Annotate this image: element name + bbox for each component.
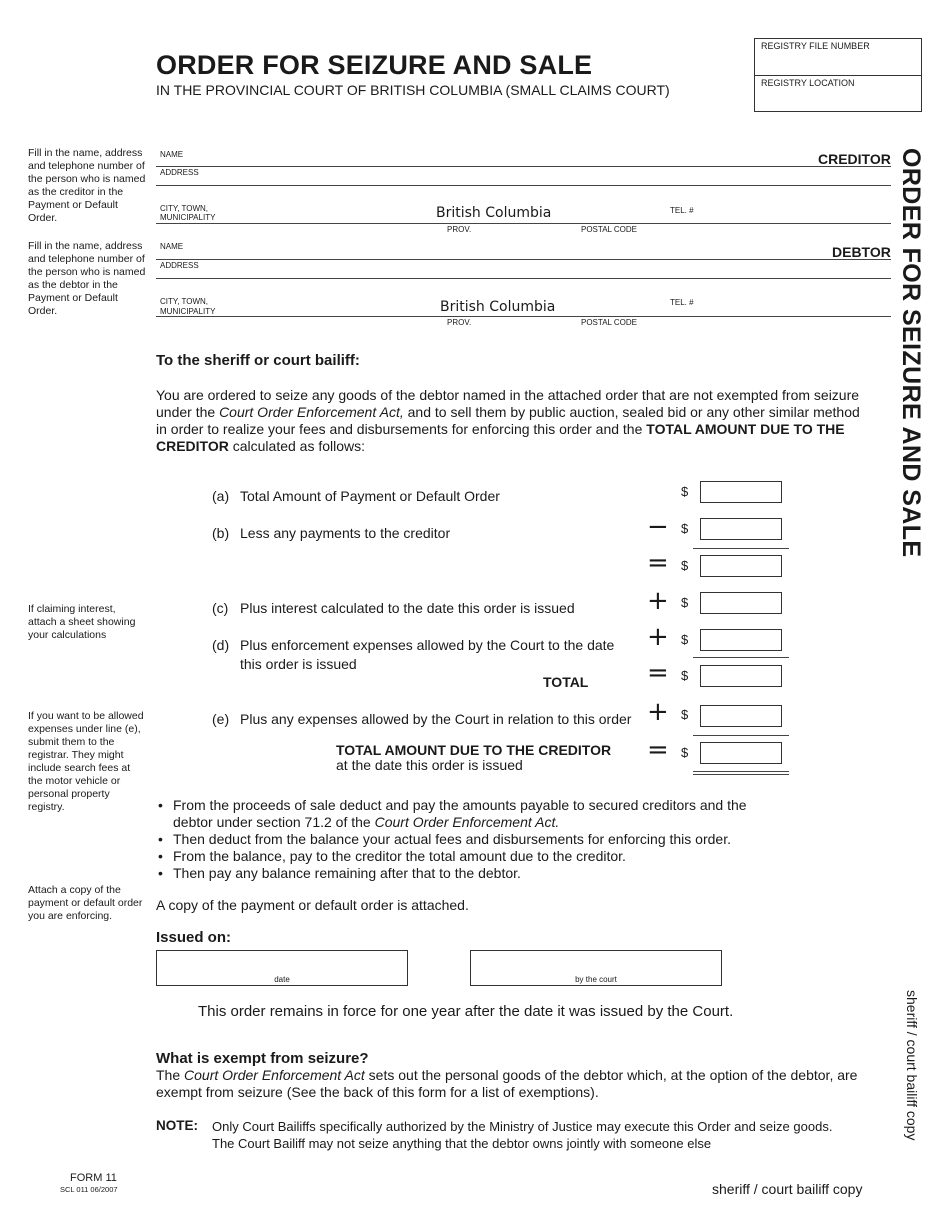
- debtor-city-label-1: CITY, TOWN,: [160, 297, 209, 306]
- calc-c-text: Plus interest calculated to the date this order is issued: [240, 600, 575, 616]
- calc-e-text: Plus any expenses allowed by the Court in relation to this order: [240, 711, 632, 727]
- debtor-tel-label: TEL. #: [670, 298, 694, 307]
- distribution-item: [156, 797, 856, 831]
- calc-b-minus-op: −: [647, 512, 669, 542]
- distribution-item-1b: debtor under section 71.2 of the: [173, 814, 375, 830]
- distribution-item-4: Then pay any balance remaining after that to the debtor.: [173, 865, 521, 881]
- issued-by-court-caption: by the court: [575, 975, 617, 984]
- calc-d-underline: [693, 657, 789, 658]
- distribution-item-2: Then deduct from the balance your actual fees and disbursements for enforcing this order.: [173, 831, 731, 847]
- creditor-province-value: British Columbia: [436, 205, 552, 221]
- calc-c-plus-op: +: [647, 586, 669, 616]
- debtor-name-label: NAME: [160, 242, 184, 251]
- vertical-copy-label: sheriff / court bailiff copy: [904, 990, 920, 1141]
- calc-final-equals-op: =: [647, 735, 669, 765]
- note-label: NOTE:: [156, 1118, 198, 1133]
- calc-d-text-1: Plus enforcement expenses allowed by the Court to the date: [240, 637, 615, 653]
- validity-statement: This order remains in force for one year after the date it was issued by the Court.: [198, 1003, 734, 1020]
- side-note-debtor: Fill in the name, address and telephone number of the person who is named as the debtor in the Payment or Default Order.: [28, 240, 146, 317]
- creditor-address-label: ADDRESS: [160, 168, 199, 177]
- creditor-prov-label: PROV.: [447, 225, 472, 234]
- calc-d-text-2: this order is issued: [240, 656, 357, 672]
- instructions-text-1: You are ordered to seize any goods of the debtor named in the attached order that are not exempted from seizure under the: [156, 387, 860, 420]
- creditor-name-line[interactable]: [156, 166, 891, 167]
- debtor-address-line[interactable]: [156, 278, 891, 279]
- calc-final-double-underline-2: [693, 774, 789, 775]
- distribution-list: [156, 797, 856, 882]
- calc-e-plus-op: +: [647, 697, 669, 727]
- calc-a-text: Total Amount of Payment or Default Order: [240, 488, 500, 504]
- registry-location-label: REGISTRY LOCATION: [761, 78, 855, 88]
- note-line-2: The Court Bailiff may not seize anything that the debtor owns jointly with someone else: [212, 1136, 712, 1151]
- creditor-city-label-2: MUNICIPALITY: [160, 213, 216, 222]
- calc-e-currency: $: [681, 707, 689, 722]
- creditor-name-label: NAME: [160, 150, 184, 159]
- exempt-act-name: Court Order Enforcement Act: [184, 1067, 365, 1083]
- calc-b-letter: (b): [212, 525, 230, 541]
- calc-d-letter: (d): [212, 637, 230, 653]
- calc-b-currency: $: [681, 521, 689, 536]
- calc-e-underline: [693, 735, 789, 736]
- instructions-paragraph: [156, 387, 868, 455]
- attached-statement: A copy of the payment or default order is attached.: [156, 897, 469, 913]
- calc-total-currency: $: [681, 668, 689, 683]
- calc-total-equals-op: =: [647, 658, 669, 688]
- exempt-text-2: sets out the personal goods of the debtor which, at the option of the debtor, are exempt from seizure (See the back of this form for a list of exemptions).: [156, 1067, 858, 1100]
- calc-subtotal-currency: $: [681, 558, 689, 573]
- creditor-tel-label: TEL. #: [670, 206, 694, 215]
- debtor-role-label: DEBTOR: [832, 244, 891, 260]
- calc-a-letter: (a): [212, 488, 230, 504]
- debtor-address-label: ADDRESS: [160, 261, 199, 270]
- calc-final-double-underline-1: [693, 771, 789, 772]
- side-note-expenses: If you want to be allowed expenses under line (e), submit them to the registrar. They might include search fees at the motor vehicle or personal property registry.: [28, 710, 144, 813]
- calc-a-amount-box[interactable]: [700, 481, 782, 503]
- issued-date-box[interactable]: [156, 950, 408, 986]
- calc-total-label: TOTAL: [543, 674, 589, 690]
- instructions-text-2: and to sell them by public auction, sealed bid or any other similar method in order to realize your fees and disbursements for enforcing this order and the: [156, 404, 860, 437]
- calc-c-amount-box[interactable]: [700, 592, 782, 614]
- calc-c-letter: (c): [212, 600, 229, 616]
- debtor-prov-label: PROV.: [447, 318, 472, 327]
- debtor-postal-label: POSTAL CODE: [581, 318, 638, 327]
- debtor-province-value: British Columbia: [440, 299, 556, 315]
- calc-a-currency: $: [681, 484, 689, 499]
- form-subtitle: IN THE PROVINCIAL COURT OF BRITISH COLUMBIA (SMALL CLAIMS COURT): [156, 82, 670, 98]
- debtor-city-label-2: MUNICIPALITY: [160, 307, 216, 316]
- creditor-role-label: CREDITOR: [818, 151, 891, 167]
- creditor-city-label-1: CITY, TOWN,: [160, 204, 209, 213]
- creditor-address-line[interactable]: [156, 185, 891, 186]
- distribution-item: [156, 848, 856, 865]
- calc-subtotal-amount-box[interactable]: [700, 555, 782, 577]
- calc-d-plus-op: +: [647, 622, 669, 652]
- calc-final-sublabel: at the date this order is issued: [336, 757, 523, 773]
- calc-final-label: TOTAL AMOUNT DUE TO THE CREDITOR: [336, 742, 612, 758]
- issued-date-caption: date: [274, 975, 290, 984]
- calc-b-underline: [693, 548, 789, 549]
- exempt-heading: What is exempt from seizure?: [156, 1050, 369, 1067]
- form-code: SCL 011 06/2007: [60, 1185, 118, 1194]
- distribution-item-3: From the balance, pay to the creditor the total amount due to the creditor.: [173, 848, 626, 864]
- instructions-bold-text: TOTAL AMOUNT DUE TO THE CREDITOR: [156, 421, 845, 454]
- exempt-paragraph: [156, 1067, 882, 1101]
- instructions-text-3: calculated as follows:: [228, 438, 366, 454]
- calc-b-amount-box[interactable]: [700, 518, 782, 540]
- issued-by-court-box[interactable]: [470, 950, 722, 986]
- calc-d-amount-box[interactable]: [700, 629, 782, 651]
- form-number: FORM 11: [70, 1172, 117, 1184]
- form-title: ORDER FOR SEIZURE AND SALE: [156, 50, 593, 80]
- calc-subtotal-equals-op: =: [647, 548, 669, 578]
- creditor-postal-label: POSTAL CODE: [581, 225, 638, 234]
- footer-copy-label: sheriff / court bailiff copy: [712, 1181, 863, 1197]
- side-note-interest: If claiming interest, attach a sheet showing your calculations: [28, 603, 136, 641]
- issued-heading: Issued on:: [156, 929, 232, 946]
- instructions-heading: To the sheriff or court bailiff:: [156, 352, 360, 369]
- distribution-act-name: Court Order Enforcement Act.: [374, 814, 560, 830]
- debtor-city-line[interactable]: [156, 316, 891, 317]
- calc-b-text: Less any payments to the creditor: [240, 525, 451, 541]
- calc-total-amount-box[interactable]: [700, 665, 782, 687]
- calc-e-amount-box[interactable]: [700, 705, 782, 727]
- registry-box: [754, 38, 922, 112]
- side-note-attach: Attach a copy of the payment or default order you are enforcing.: [28, 884, 143, 922]
- distribution-item: [156, 865, 856, 882]
- creditor-city-line[interactable]: [156, 223, 891, 224]
- calc-final-currency: $: [681, 745, 689, 760]
- calc-d-currency: $: [681, 632, 689, 647]
- debtor-name-line[interactable]: [156, 259, 891, 260]
- calc-final-amount-box[interactable]: [700, 742, 782, 764]
- registry-file-number-label: REGISTRY FILE NUMBER: [761, 41, 870, 51]
- distribution-item: [156, 831, 856, 848]
- registry-location-field[interactable]: [755, 75, 921, 111]
- note-line-1: Only Court Bailiffs specifically authorized by the Ministry of Justice may execute this Order and seize goods.: [212, 1119, 833, 1134]
- instructions-act-name: Court Order Enforcement Act,: [219, 404, 404, 420]
- calc-c-currency: $: [681, 595, 689, 610]
- exempt-text-1: The: [156, 1067, 185, 1083]
- side-note-creditor: Fill in the name, address and telephone number of the person who is named as the creditor in the Payment or Default Order.: [28, 147, 146, 224]
- calc-e-letter: (e): [212, 711, 230, 727]
- vertical-title: ORDER FOR SEIZURE AND SALE: [897, 148, 925, 558]
- registry-file-number-field[interactable]: [755, 39, 921, 75]
- distribution-item-1a: From the proceeds of sale deduct and pay the amounts payable to secured creditors and the: [173, 797, 747, 813]
